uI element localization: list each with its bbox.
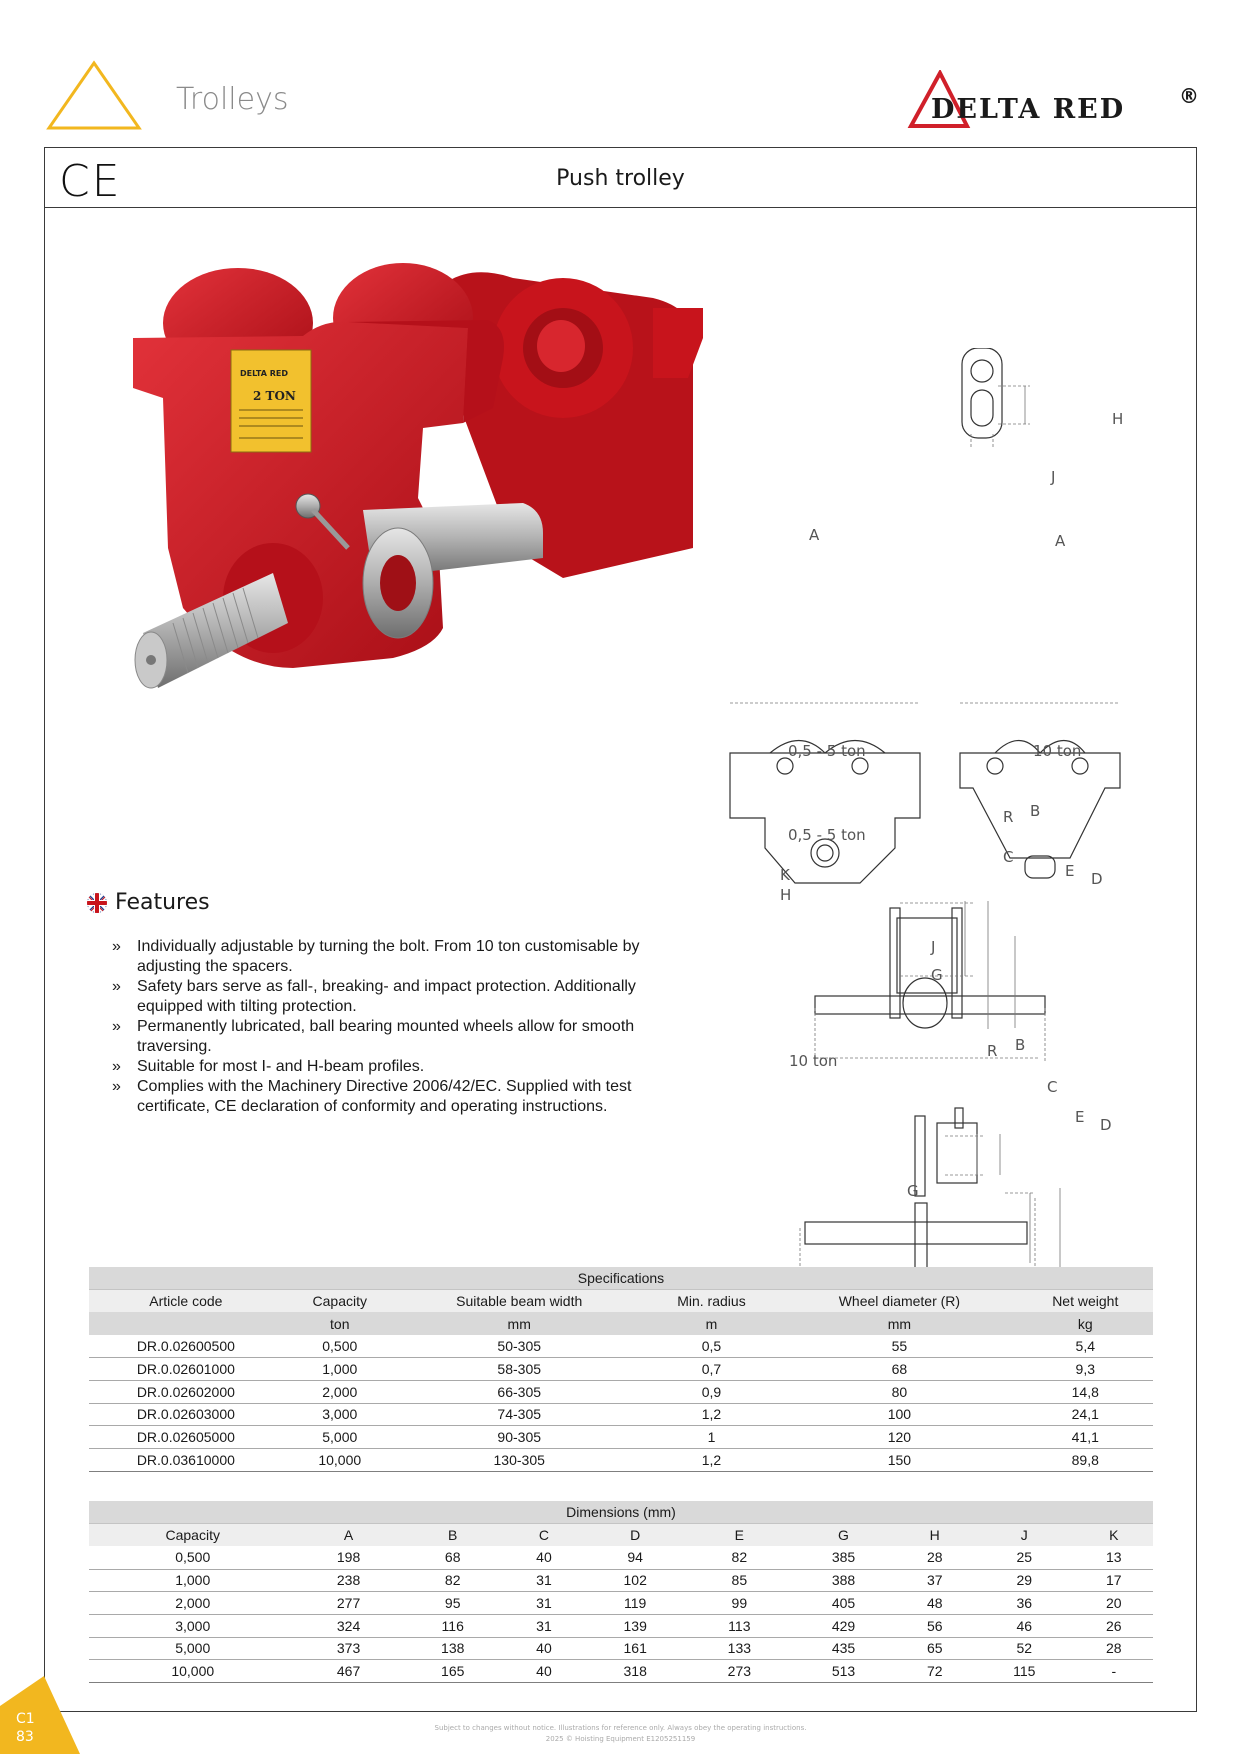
side-small-label-c: C [1003, 848, 1014, 866]
side-small-label-j: J [931, 938, 936, 956]
dim-cell: 26 [1075, 1614, 1153, 1637]
spec-header: Net weight [1018, 1290, 1153, 1313]
title-bar [45, 148, 1196, 208]
dim-cell: 40 [505, 1637, 583, 1660]
spec-row [89, 1380, 1153, 1403]
spec-cell: 1,000 [283, 1358, 397, 1381]
spec-unit: kg [1018, 1312, 1153, 1335]
dim-header: A [296, 1524, 400, 1547]
dim-cell: 28 [896, 1546, 974, 1569]
top-view-left-caption: 0,5 - 5 ton [788, 742, 866, 760]
features-title: Features [115, 890, 210, 915]
spec-unit [89, 1312, 283, 1335]
dim-cell: 513 [791, 1660, 895, 1683]
product-photo [93, 248, 793, 718]
dim-cell: 0,500 [89, 1546, 296, 1569]
dimensions-header-row [89, 1524, 1153, 1547]
spec-cell: 120 [781, 1426, 1017, 1449]
dim-cell: 238 [296, 1569, 400, 1592]
dim-header: J [974, 1524, 1075, 1547]
spec-unit: mm [781, 1312, 1017, 1335]
uk-flag-icon [87, 893, 107, 913]
side-small-caption: 0,5 - 5 ton [788, 826, 866, 844]
dim-cell: 20 [1075, 1592, 1153, 1615]
dim-cell: 68 [401, 1546, 505, 1569]
specifications-caption: Specifications [89, 1267, 1153, 1290]
dim-cell: 138 [401, 1637, 505, 1660]
dim-header: K [1075, 1524, 1153, 1547]
spec-cell: DR.0.02605000 [89, 1426, 283, 1449]
dim-cell: 119 [583, 1592, 687, 1615]
spec-cell: 80 [781, 1380, 1017, 1403]
spec-cell: 5,000 [283, 1426, 397, 1449]
dim-cell: 435 [791, 1637, 895, 1660]
dim-cell: 36 [974, 1592, 1075, 1615]
spec-cell: 0,7 [642, 1358, 782, 1381]
registered-mark: ® [1179, 84, 1199, 108]
top-view-right-caption: 10 ton [1033, 742, 1082, 760]
dim-cell: 385 [791, 1546, 895, 1569]
photo-plate-capacity: 2 TON [253, 389, 296, 403]
dim-cell: 82 [687, 1546, 791, 1569]
features-list [87, 937, 677, 1117]
spec-header: Capacity [283, 1290, 397, 1313]
dim-row [89, 1546, 1153, 1569]
dim-cell: 99 [687, 1592, 791, 1615]
dim-cell: 56 [896, 1614, 974, 1637]
side-large-label-g: G [907, 1182, 919, 1200]
side-small-label-h: H [780, 886, 792, 904]
spec-cell: 41,1 [1018, 1426, 1153, 1449]
spec-unit: m [642, 1312, 782, 1335]
spec-cell: DR.0.02603000 [89, 1403, 283, 1426]
dim-cell: 318 [583, 1660, 687, 1683]
side-small-label-k: K [780, 866, 790, 884]
dim-cell: 113 [687, 1614, 791, 1637]
spec-cell: 0,500 [283, 1335, 397, 1358]
dim-cell: 17 [1075, 1569, 1153, 1592]
side-large-label-d: D [1100, 1116, 1112, 1134]
side-small-label-d: D [1091, 870, 1103, 888]
dim-cell: 139 [583, 1614, 687, 1637]
dim-cell: 3,000 [89, 1614, 296, 1637]
specifications-table [89, 1267, 1153, 1472]
dim-header: H [896, 1524, 974, 1547]
dim-row [89, 1614, 1153, 1637]
dim-cell: 37 [896, 1569, 974, 1592]
product-sheet [44, 147, 1197, 1712]
dimensions-table [89, 1501, 1153, 1683]
dim-cell: 25 [974, 1546, 1075, 1569]
spec-cell: 74-305 [397, 1403, 642, 1426]
dim-cell: 52 [974, 1637, 1075, 1660]
dim-cell: 102 [583, 1569, 687, 1592]
spec-cell: 3,000 [283, 1403, 397, 1426]
dim-row [89, 1569, 1153, 1592]
dim-cell: 94 [583, 1546, 687, 1569]
photo-plate-brand: DELTA RED [240, 369, 288, 378]
spec-row [89, 1335, 1153, 1358]
spec-cell: 130-305 [397, 1449, 642, 1472]
brand-logo [907, 70, 1203, 132]
dim-cell: 161 [583, 1637, 687, 1660]
spec-cell: 1,2 [642, 1449, 782, 1472]
spec-cell: 0,9 [642, 1380, 782, 1403]
spec-cell: 89,8 [1018, 1449, 1153, 1472]
dim-row [89, 1660, 1153, 1683]
dim-cell: 373 [296, 1637, 400, 1660]
feature-item: » Suitable for most I- and H-beam profiles. [87, 1057, 677, 1077]
specifications-body [89, 1335, 1153, 1471]
spec-header: Wheel diameter (R) [781, 1290, 1017, 1313]
dimensions-body [89, 1546, 1153, 1682]
dim-cell: 31 [505, 1569, 583, 1592]
dim-cell: 10,000 [89, 1660, 296, 1683]
spec-cell: 1,2 [642, 1403, 782, 1426]
dim-header: G [791, 1524, 895, 1547]
dim-row [89, 1637, 1153, 1660]
side-small-label-r: R [1003, 808, 1014, 826]
dim-cell: 2,000 [89, 1592, 296, 1615]
dim-cell: 273 [687, 1660, 791, 1683]
features-heading [87, 890, 677, 915]
technical-drawings [705, 348, 1195, 1398]
dim-header: C [505, 1524, 583, 1547]
dim-cell: - [1075, 1660, 1153, 1683]
side-large-label-b: B [1015, 1036, 1026, 1054]
side-small-label-b: B [1030, 802, 1041, 820]
spec-unit: mm [397, 1312, 642, 1335]
spec-cell: 2,000 [283, 1380, 397, 1403]
spec-cell: 100 [781, 1403, 1017, 1426]
dim-header: D [583, 1524, 687, 1547]
dim-cell: 72 [896, 1660, 974, 1683]
features-section [87, 890, 677, 1117]
spec-cell: 14,8 [1018, 1380, 1153, 1403]
spec-cell: 150 [781, 1449, 1017, 1472]
spec-cell: 10,000 [283, 1449, 397, 1472]
dim-header: E [687, 1524, 791, 1547]
dim-cell: 82 [401, 1569, 505, 1592]
dim-cell: 31 [505, 1614, 583, 1637]
dim-cell: 46 [974, 1614, 1075, 1637]
dim-row [89, 1592, 1153, 1615]
spec-cell: DR.0.02602000 [89, 1380, 283, 1403]
spec-cell: 1 [642, 1426, 782, 1449]
dim-cell: 13 [1075, 1546, 1153, 1569]
side-large-label-r: R [987, 1042, 998, 1060]
dim-cell: 65 [896, 1637, 974, 1660]
dim-cell: 467 [296, 1660, 400, 1683]
dim-cell: 40 [505, 1660, 583, 1683]
spec-cell: 9,3 [1018, 1358, 1153, 1381]
spec-cell: DR.0.02600500 [89, 1335, 283, 1358]
side-small-label-e: E [1065, 862, 1075, 880]
dim-cell: 198 [296, 1546, 400, 1569]
product-title: Push trolley [556, 166, 685, 191]
dim-cell: 165 [401, 1660, 505, 1683]
footer-line: Subject to changes without notice. Illustrations for reference only. Always obey the operating instructions. [434, 1724, 807, 1732]
footer-disclaimer [0, 1723, 1241, 1745]
spec-cell: 55 [781, 1335, 1017, 1358]
side-large-caption: 10 ton [789, 1052, 838, 1070]
dim-cell: 31 [505, 1592, 583, 1615]
feature-item: » Permanently lubricated, ball bearing mounted wheels allow for smooth traversing. [87, 1017, 677, 1057]
dim-cell: 1,000 [89, 1569, 296, 1592]
spec-row [89, 1403, 1153, 1426]
dim-cell: 116 [401, 1614, 505, 1637]
spec-row [89, 1426, 1153, 1449]
lug-label-j: J [1051, 468, 1056, 486]
feature-item: » Complies with the Machinery Directive 2006/42/EC. Supplied with test certificate, CE declaration of conformity and operating instructions. [87, 1077, 677, 1117]
top-view-left-a-label: A [809, 526, 820, 544]
side-large-label-e: E [1075, 1108, 1085, 1126]
spec-cell: DR.0.02601000 [89, 1358, 283, 1381]
dim-header: Capacity [89, 1524, 296, 1547]
spec-header: Suitable beam width [397, 1290, 642, 1313]
top-view-right-a-label: A [1055, 532, 1066, 550]
spec-cell: 24,1 [1018, 1403, 1153, 1426]
spec-row [89, 1449, 1153, 1472]
dim-cell: 48 [896, 1592, 974, 1615]
spec-unit: ton [283, 1312, 397, 1335]
spec-cell: 68 [781, 1358, 1017, 1381]
side-small-label-g: G [931, 966, 943, 984]
page-code-section: C1 [16, 1711, 35, 1727]
dim-cell: 85 [687, 1569, 791, 1592]
section-title: Trolleys [176, 82, 289, 117]
spec-cell: 50-305 [397, 1335, 642, 1358]
feature-item: » Safety bars serve as fall-, breaking- and impact protection. Additionally equipped with tilting protection. [87, 977, 677, 1017]
dim-cell: 277 [296, 1592, 400, 1615]
dimensions-caption: Dimensions (mm) [89, 1501, 1153, 1524]
side-large-label-c: C [1047, 1078, 1058, 1096]
dim-cell: 133 [687, 1637, 791, 1660]
footer-line: 2025 © Hoisting Equipment E1205251159 [545, 1735, 696, 1743]
page-code-number: 83 [16, 1729, 34, 1745]
dim-cell: 28 [1075, 1637, 1153, 1660]
spec-cell: DR.0.03610000 [89, 1449, 283, 1472]
dim-cell: 40 [505, 1546, 583, 1569]
dim-cell: 29 [974, 1569, 1075, 1592]
dim-cell: 388 [791, 1569, 895, 1592]
spec-header: Min. radius [642, 1290, 782, 1313]
spec-row [89, 1358, 1153, 1381]
spec-cell: 90-305 [397, 1426, 642, 1449]
ce-mark: CE [59, 156, 122, 207]
spec-cell: 58-305 [397, 1358, 642, 1381]
dim-cell: 429 [791, 1614, 895, 1637]
dim-cell: 95 [401, 1592, 505, 1615]
dim-cell: 324 [296, 1614, 400, 1637]
dim-cell: 5,000 [89, 1637, 296, 1660]
dim-header: B [401, 1524, 505, 1547]
spec-cell: 0,5 [642, 1335, 782, 1358]
spec-header: Article code [89, 1290, 283, 1313]
spec-cell: 66-305 [397, 1380, 642, 1403]
brand-name: DELTA RED [931, 94, 1126, 125]
dim-cell: 115 [974, 1660, 1075, 1683]
spec-cell: 5,4 [1018, 1335, 1153, 1358]
lug-label-h: H [1112, 410, 1124, 428]
dim-cell: 405 [791, 1592, 895, 1615]
feature-item: » Individually adjustable by turning the bolt. From 10 ton customisable by adjusting the spacers. [87, 937, 677, 977]
triangle-logo-icon [46, 60, 142, 132]
